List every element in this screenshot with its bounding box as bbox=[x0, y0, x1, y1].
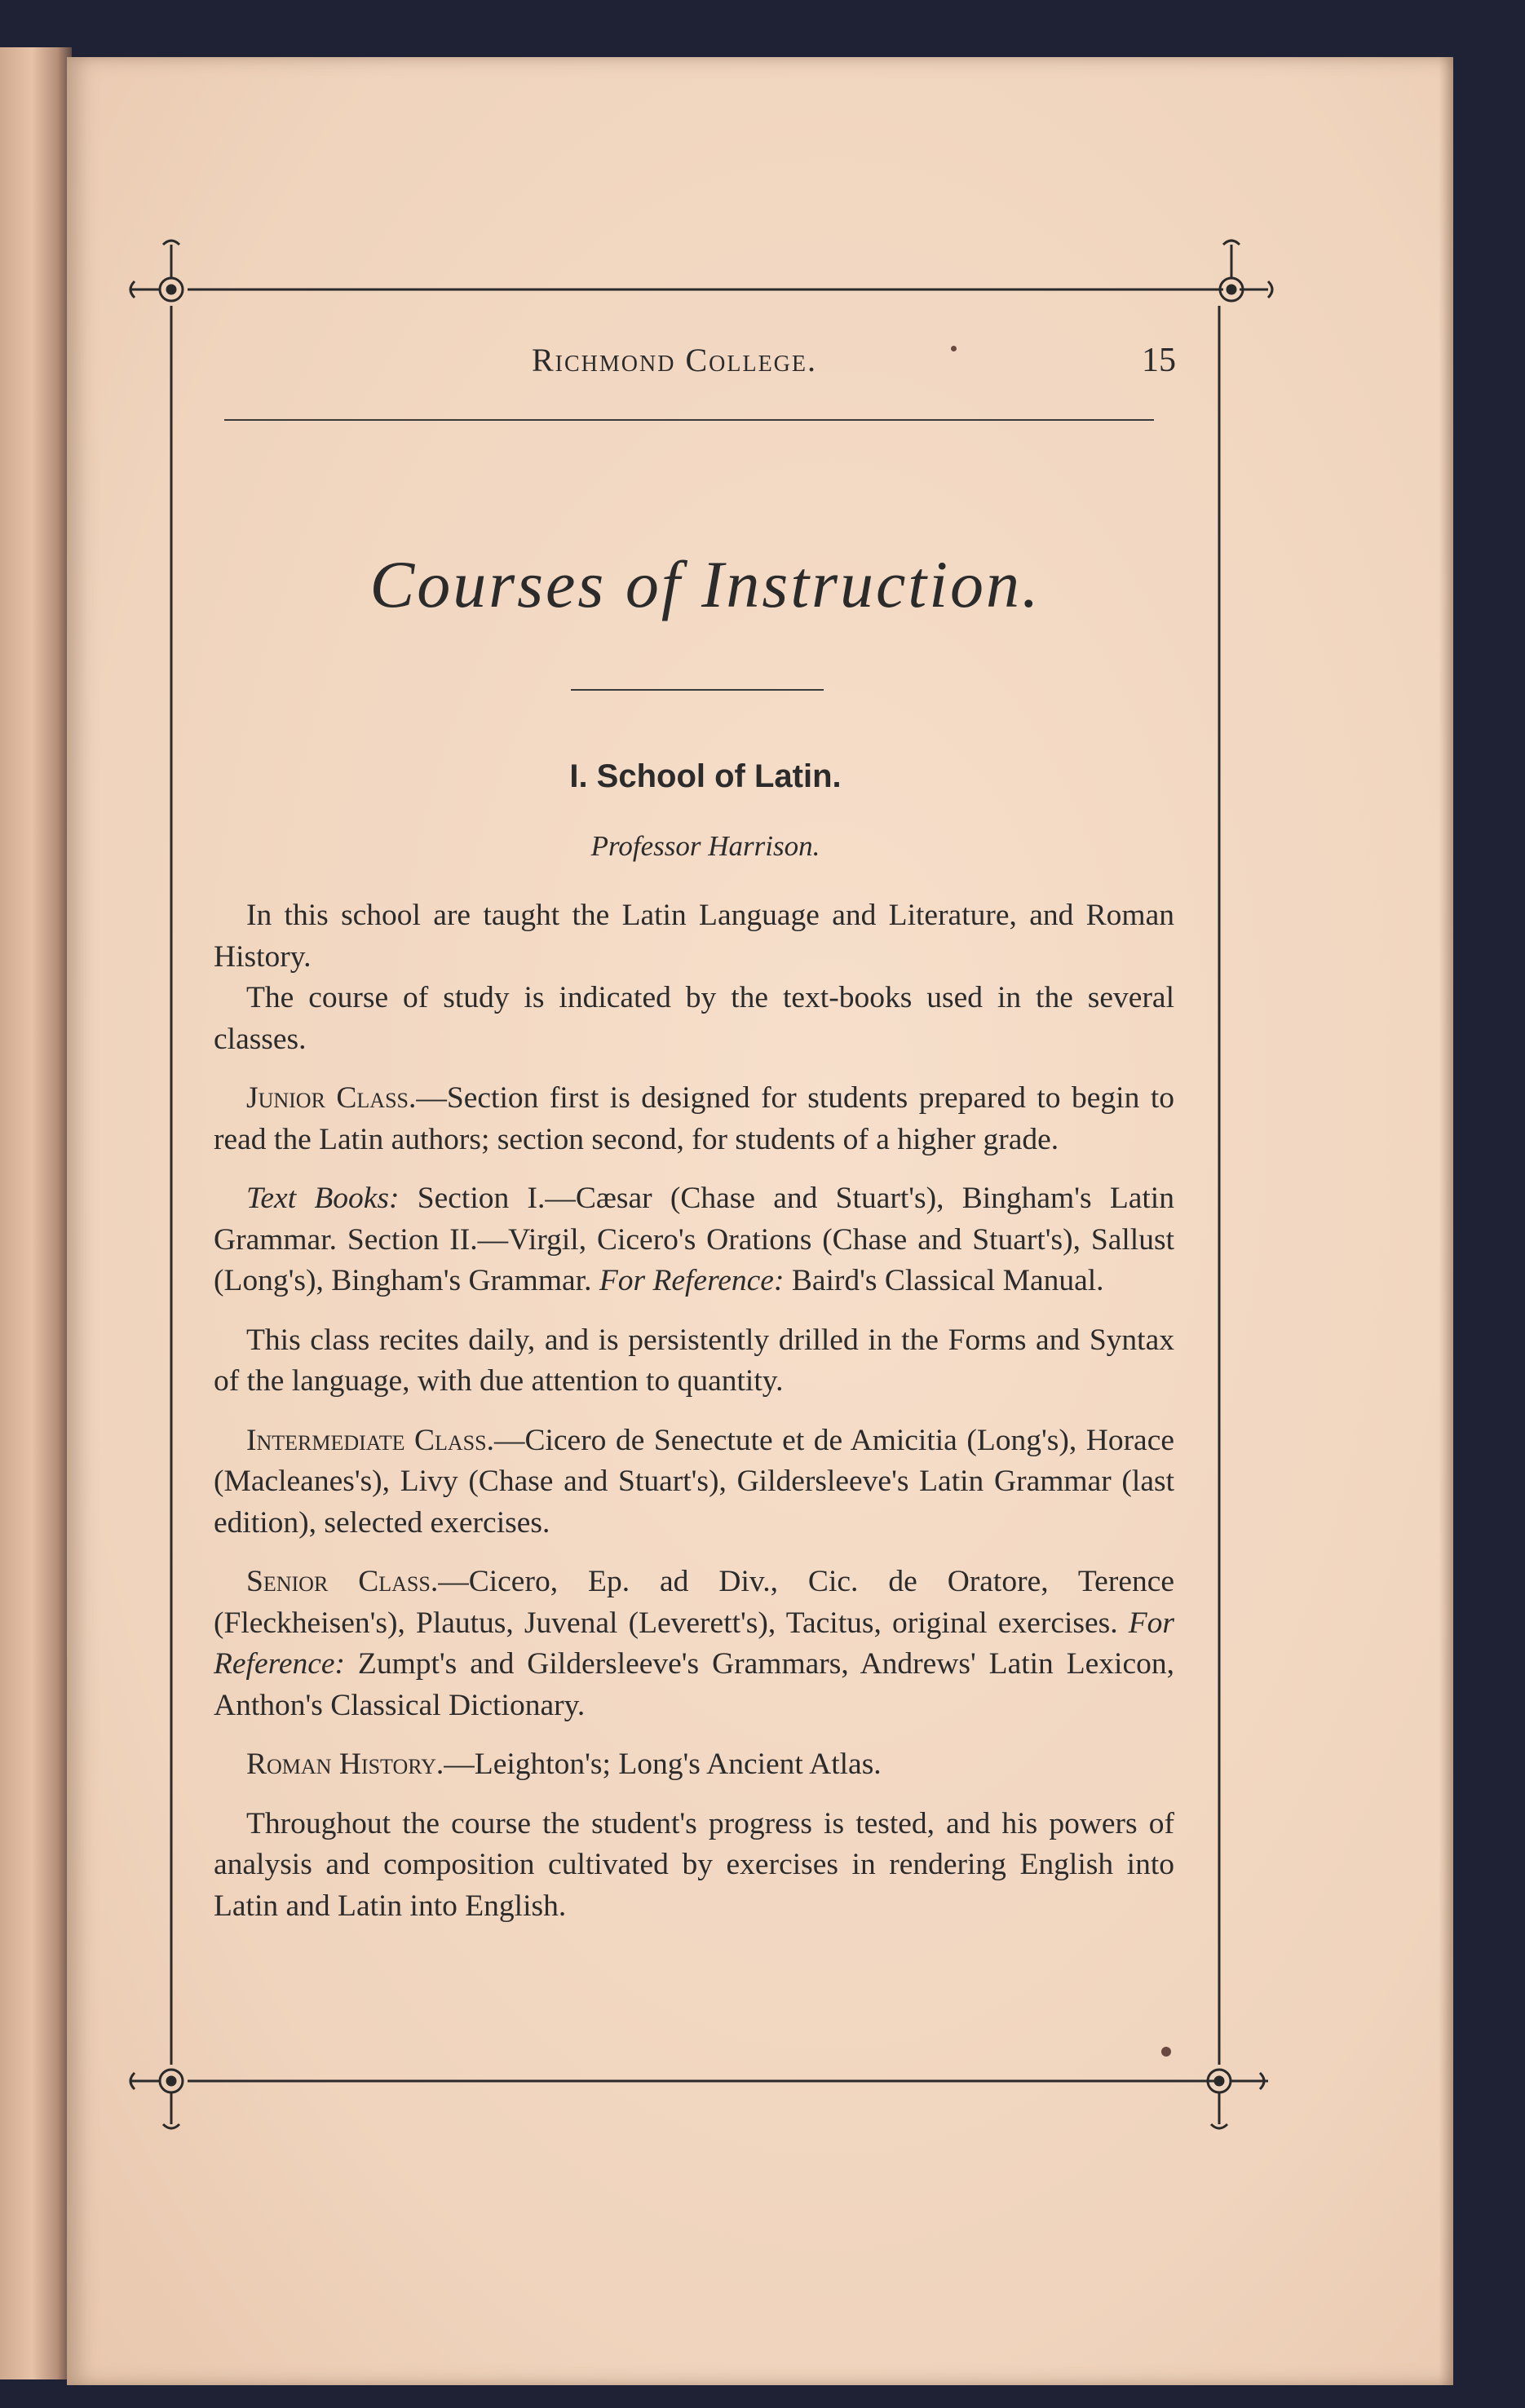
senior-reference-text: Zumpt's and Gildersleeve's Grammars, Andrews' Latin Lexicon, Anthon's Classical Dictionary. bbox=[214, 1647, 1174, 1722]
corner-ornament-bottom-right bbox=[1208, 2070, 1264, 2128]
paragraph-course: The course of study is indicated by the text-books used in the several classes. bbox=[214, 981, 1174, 1056]
paragraph-textbooks bbox=[214, 1178, 1174, 1302]
reference-text: Baird's Classical Manual. bbox=[784, 1264, 1104, 1297]
paragraph-daily: This class recites daily, and is persistently drilled in the Forms and Syntax of the language, with due attention to quantity. bbox=[214, 1323, 1174, 1398]
paragraph-throughout: Throughout the course the student's progress is tested, and his powers of analysis and composition cultivated by exercises in rendering English into Latin and Latin into English. bbox=[214, 1806, 1174, 1923]
paragraph-roman-history bbox=[214, 1744, 1174, 1786]
page-heading: Courses of Instruction. bbox=[369, 547, 1041, 621]
ink-speck bbox=[951, 346, 957, 351]
paragraph-junior bbox=[214, 1078, 1174, 1160]
senior-class-text: —Cicero, Ep. ad Div., Cic. de Oratore, Terence (Fleckheisen's), Plautus, Juvenal (Leverett's), Tacitus, original exercises. bbox=[214, 1565, 1174, 1640]
junior-class-label: Junior Class. bbox=[246, 1081, 417, 1115]
school-title: I. School of Latin. bbox=[569, 758, 842, 794]
textbooks-label: Text Books: bbox=[246, 1182, 400, 1215]
senior-reference-label: For Reference: bbox=[214, 1606, 1174, 1681]
ink-speck bbox=[1161, 2047, 1171, 2057]
corner-ornament-bottom-left bbox=[130, 2070, 183, 2128]
body-text bbox=[214, 895, 1174, 1927]
roman-history-text: —Leighton's; Long's Ancient Atlas. bbox=[444, 1747, 882, 1781]
reference-label: For Reference: bbox=[599, 1264, 785, 1297]
intermediate-class-label: Intermediate Class. bbox=[246, 1423, 494, 1457]
senior-class-label: Senior Class. bbox=[246, 1565, 439, 1598]
running-head-title: Richmond College. bbox=[532, 342, 817, 378]
professor-name: Professor Harrison. bbox=[590, 830, 820, 862]
paragraph-intro: In this school are taught the Latin Language and Literature, and Roman History. bbox=[214, 899, 1174, 974]
corner-ornament-top-right bbox=[1220, 241, 1272, 301]
paragraph-senior bbox=[214, 1562, 1174, 1726]
junior-class-text: —Section first is designed for students prepared to begin to read the Latin authors; section second, for students of a higher grade. bbox=[214, 1081, 1175, 1156]
roman-history-label: Roman History. bbox=[246, 1747, 444, 1781]
intermediate-class-text: —Cicero de Senectute et de Amicitia (Long's), Horace (Macleanes's), Livy (Chase and Stuart's), Gildersleeve's Latin Grammar (last edition), selected exercises. bbox=[214, 1423, 1174, 1540]
page-number: 15 bbox=[1142, 342, 1176, 379]
textbooks-text: Section I.—Cæsar (Chase and Stuart's), Bingham's Latin Grammar. Section II.—Virgil, Cicero's Orations (Chase and Stuart's), Sallust (Long's), Bingham's Grammar. bbox=[214, 1182, 1174, 1297]
corner-ornament-top-left bbox=[130, 241, 183, 301]
paragraph-intermediate bbox=[214, 1420, 1174, 1544]
